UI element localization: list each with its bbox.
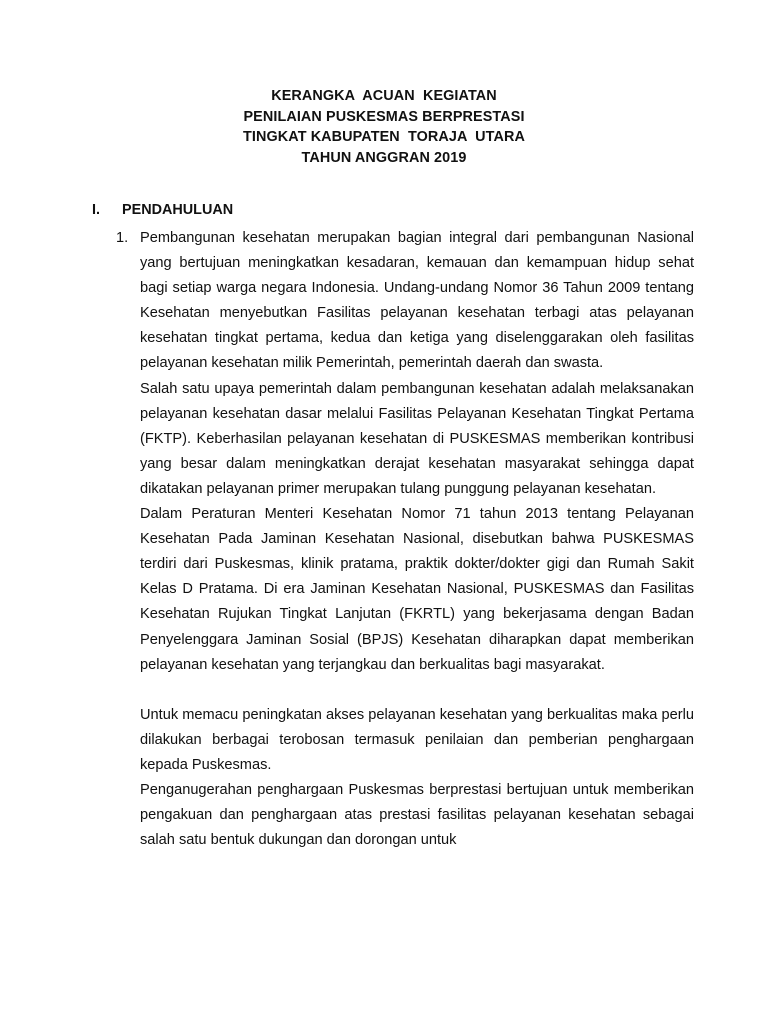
paragraph: Pembangunan kesehatan merupakan bagian integral dari pembangunan Nasional yang bertujuan meningkatkan kesadaran, kemauan dan kemampuan hidup sehat bagi setiap warga negara Indonesia. Undang-undang Nomor 36 Tahun 2009 tentang Kesehatan menyebutkan Fasilitas pelayanan kesehatan terbagi atas pelayanan kesehatan tingkat pertama, kedua dan ketiga yang diselenggarakan oleh fasilitas pelayanan kesehatan milik Pemerintah, pemerintah daerah dan swasta.	[140, 230, 694, 372]
list-item	[116, 226, 694, 377]
section-heading	[92, 200, 233, 220]
paragraph: Dalam Peraturan Menteri Kesehatan Nomor 71 tahun 2013 tentang Pelayanan Kesehatan Pada Jaminan Kesehatan Nasional, disebutkan bahwa PUSKESMAS terdiri dari Puskesmas, klinik pratama, praktik dokter/dokter gigi dan Rumah Sakit Kelas D Pratama. Di era Jaminan Kesehatan Nasional, PUSKESMAS dan Fasilitas Kesehatan Rujukan Tingkat Lanjutan (FKRTL) yang bekerjasama dengan Badan Penyelenggara Jaminan Sosial (BPJS) Kesehatan diharapkan dapat memberikan pelayanan kesehatan yang terjangkau dan berkualitas bagi masyarakat.	[140, 506, 694, 673]
title-line: TINGKAT KABUPATEN TORAJA UTARA	[243, 129, 525, 145]
title-line: KERANGKA ACUAN KEGIATAN	[271, 88, 497, 104]
paragraph: Salah satu upaya pemerintah dalam pembangunan kesehatan adalah melaksanakan pelayanan kesehatan dasar melalui Fasilitas Pelayanan Kesehatan Tingkat Pertama (FKTP). Keberhasilan pelayanan kesehatan di PUSKESMAS memberikan kontribusi yang besar dalam meningkatkan derajat kesehatan masyarakat sehingga dapat dikatakan pelayanan primer merupakan tulang punggung pelayanan kesehatan.	[140, 380, 694, 497]
title-line: PENILAIAN PUSKESMAS BERPRESTASI	[243, 108, 525, 125]
document-title	[0, 86, 768, 168]
body-text	[116, 226, 694, 853]
list-number: 1.	[116, 230, 129, 246]
paragraph: Penganugerahan penghargaan Puskesmas berprestasi bertujuan untuk memberikan pengakuan dan penghargaan atas prestasi fasilitas pelayanan kesehatan sebagai salah satu bentuk dukungan dan dorongan untuk	[140, 781, 694, 849]
section-number: I.	[92, 202, 100, 218]
paragraph: Untuk memacu peningkatan akses pelayanan kesehatan yang berkualitas maka perlu dilakukan berbagai terobosan termasuk penilaian dan pemberian penghargaan kepada Puskesmas.	[140, 706, 694, 773]
section-title: PENDAHULUAN	[122, 202, 234, 218]
title-line: TAHUN ANGGRAN 2019	[301, 149, 467, 166]
